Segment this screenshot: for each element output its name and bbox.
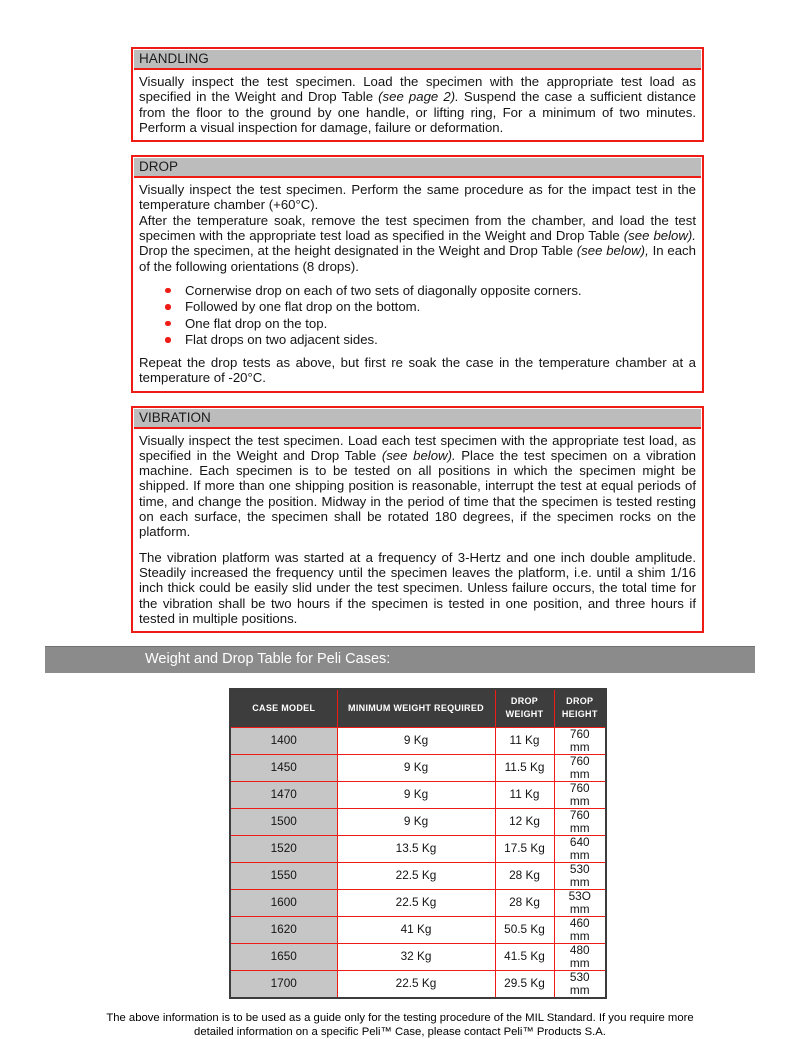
table-row [230, 916, 606, 943]
section-drop-title: DROP [134, 158, 701, 178]
cell-drop-height: 640 mm [554, 835, 606, 862]
cell-case-model: 1450 [230, 754, 337, 781]
cell-drop-weight: 12 Kg [495, 808, 554, 835]
cell-min-weight: 9 Kg [337, 808, 495, 835]
list-item [165, 283, 696, 299]
column-header-case-model: CASE MODEL [230, 689, 337, 727]
cell-drop-height: 480 mm [554, 943, 606, 970]
cell-case-model: 1700 [230, 970, 337, 998]
section-drop-body [133, 179, 702, 390]
cell-drop-height: 530 mm [554, 970, 606, 998]
list-item [165, 299, 696, 315]
cell-drop-height: 53O mm [554, 889, 606, 916]
bullet-icon [165, 304, 171, 310]
section-handling-body [133, 71, 702, 140]
table-row [230, 727, 606, 754]
banner-title: Weight and Drop Table for Peli Cases: [145, 651, 391, 668]
cell-case-model: 1550 [230, 862, 337, 889]
cell-drop-weight: 41.5 Kg [495, 943, 554, 970]
table-header-row [230, 689, 606, 727]
bullet-icon [165, 337, 171, 343]
cell-drop-height: 760 mm [554, 808, 606, 835]
footer-note [0, 1011, 800, 1039]
cell-drop-height: 760 mm [554, 781, 606, 808]
cell-case-model: 1520 [230, 835, 337, 862]
section-vibration [131, 406, 704, 634]
cell-case-model: 1600 [230, 889, 337, 916]
cell-min-weight: 22.5 Kg [337, 862, 495, 889]
cell-drop-weight: 17.5 Kg [495, 835, 554, 862]
cell-drop-weight: 11.5 Kg [495, 754, 554, 781]
table-row [230, 862, 606, 889]
cell-drop-height: 760 mm [554, 727, 606, 754]
handling-paragraph: Visually inspect the test specimen. Load the specimen with the appropriate test load as specified in the Weight and Drop Table (see page 2). Suspend the case a sufficient distance from the floor to the ground by one handle, or lifting ring, For a minimum of two minutes. Perform a visual inspection for damage, failure or deformation. [139, 74, 696, 135]
cell-case-model: 1470 [230, 781, 337, 808]
cell-min-weight: 22.5 Kg [337, 970, 495, 998]
list-item-text: Cornerwise drop on each of two sets of diagonally opposite corners. [185, 282, 582, 298]
list-item-text: Followed by one flat drop on the bottom. [185, 299, 421, 315]
cell-case-model: 1400 [230, 727, 337, 754]
cell-min-weight: 9 Kg [337, 754, 495, 781]
list-item [165, 332, 696, 348]
table-row [230, 970, 606, 998]
table-row [230, 781, 606, 808]
list-item [165, 316, 696, 332]
cell-min-weight: 22.5 Kg [337, 889, 495, 916]
cell-min-weight: 9 Kg [337, 781, 495, 808]
section-handling [131, 47, 704, 142]
table-row [230, 808, 606, 835]
weight-drop-table [229, 688, 607, 999]
cell-drop-weight: 29.5 Kg [495, 970, 554, 998]
cell-drop-height: 760 mm [554, 754, 606, 781]
table-row [230, 754, 606, 781]
section-vibration-title: VIBRATION [134, 409, 701, 429]
bullet-icon [165, 321, 171, 327]
cell-min-weight: 41 Kg [337, 916, 495, 943]
section-drop [131, 155, 704, 392]
drop-paragraph-1: Visually inspect the test specimen. Perform the same procedure as for the impact test in the temperature chamber (+60°C). After the temperature soak, remove the test specimen from the chamber, and load the test specimen with the appropriate test load as specified in the Weight and Drop Table (see below). Drop the specimen, at the height designated in the Weight and Drop Table (see below), In each of the following orientations (8 drops). [139, 182, 696, 274]
cell-drop-weight: 11 Kg [495, 781, 554, 808]
column-header-min-weight: MINIMUM WEIGHT REQUIRED [337, 689, 495, 727]
cell-drop-weight: 28 Kg [495, 862, 554, 889]
drop-bullet-list [139, 283, 696, 348]
list-item-text: Flat drops on two adjacent sides. [185, 332, 378, 348]
column-header-drop-height: DROP HEIGHT [554, 689, 606, 727]
drop-paragraph-2: Repeat the drop tests as above, but first re soak the case in the temperature chamber at a temperature of -20°C. [139, 354, 696, 386]
cell-drop-weight: 50.5 Kg [495, 916, 554, 943]
cell-drop-weight: 11 Kg [495, 727, 554, 754]
table-row [230, 889, 606, 916]
vibration-paragraph-1: Visually inspect the test specimen. Load each test specimen with the appropriate test load, as specified in the Weight and Drop Table (see below). Place the test specimen on a vibration machine. Each specimen is to be tested on all positions in which the specimen might be shipped. If more than one shipping position is reasonable, interrupt the test at equal periods of time, and change the position. Midway in the period of time that the specimen is tested resting on each surface, the specimen shall be rotated 180 degrees, if the specimen rocks on the platform. [139, 432, 696, 540]
section-vibration-body [133, 430, 702, 632]
table-row [230, 835, 606, 862]
cell-case-model: 1650 [230, 943, 337, 970]
cell-case-model: 1620 [230, 916, 337, 943]
footer-line-1: The above information is to be used as a guide only for the testing procedure of the MIL Standard. If you require more [106, 1011, 694, 1024]
cell-min-weight: 13.5 Kg [337, 835, 495, 862]
section-handling-title: HANDLING [134, 50, 701, 70]
column-header-drop-weight: DROP WEIGHT [495, 689, 554, 727]
cell-drop-height: 530 mm [554, 862, 606, 889]
bullet-icon [165, 288, 171, 294]
cell-drop-weight: 28 Kg [495, 889, 554, 916]
vibration-paragraph-2: The vibration platform was started at a frequency of 3-Hertz and one inch double amplitude. Steadily increased the frequency until the specimen leaves the platform, i.e. until a shim 1/16 inch thick could be easily slid under the test specimen. Unless failure occurs, the total time for the vibration shall be two hours if the specimen is tested in one position, and three hours if tested in multiple positions. [139, 549, 696, 626]
cell-min-weight: 9 Kg [337, 727, 495, 754]
weight-drop-table-banner [45, 646, 755, 673]
cell-min-weight: 32 Kg [337, 943, 495, 970]
list-item-text: One flat drop on the top. [185, 315, 328, 331]
cell-drop-height: 460 mm [554, 916, 606, 943]
footer-line-2: detailed information on a specific Peli™ Case, please contact Peli™ Products S.A. [194, 1025, 606, 1038]
cell-case-model: 1500 [230, 808, 337, 835]
table-row [230, 943, 606, 970]
